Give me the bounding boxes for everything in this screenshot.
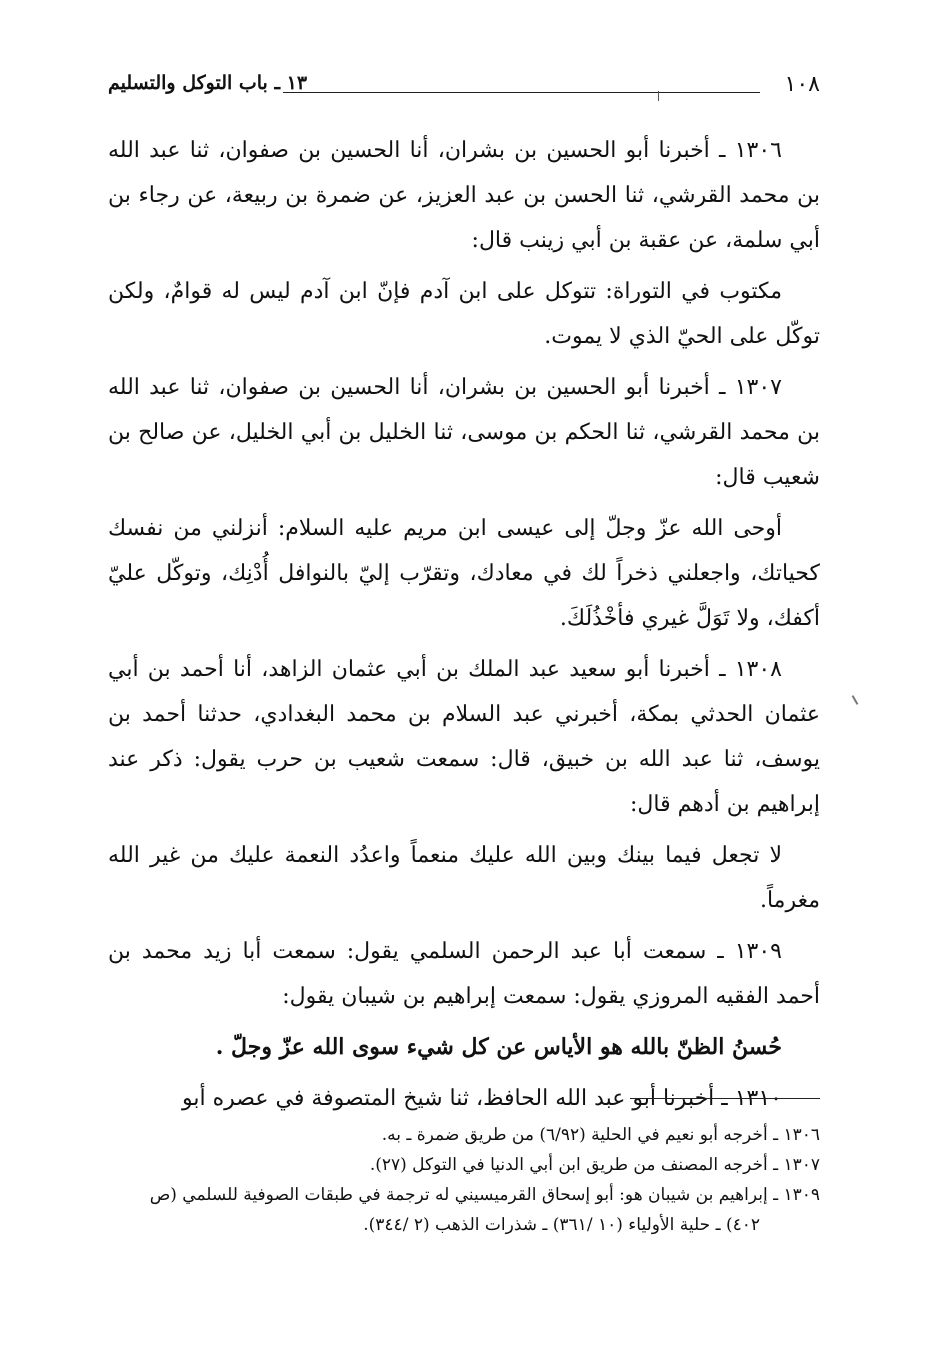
chapter-title: ١٣ ـ باب التوكل والتسليم xyxy=(108,72,308,94)
hadith-1307-isnad: ١٣٠٧ ـ أخبرنا أبو الحسين بن بشران، أنا الحسين بن صفوان، ثنا عبد الله بن محمد القرشي، ثنا الحكم بن موسى، ثنا الخليل بن أبي الخليل، عن صالح بن شعيب قال: xyxy=(108,375,820,490)
hadith-1308-text: لا تجعل فيما بينك وبين الله عليك منعماً واعدُد النعمة عليك من غير الله مغرماً. xyxy=(108,843,820,913)
hadith-1306-isnad: ١٣٠٦ ـ أخبرنا أبو الحسين بن بشران، أنا الحسين بن صفوان، ثنا عبد الله بن محمد القرشي، ثنا الحسن بن عبد العزيز، عن ضمرة بن ربيعة، عن رجاء بن أبي سلمة، عن عقبة بن أبي زينب قال: xyxy=(108,138,820,253)
header-rule xyxy=(283,92,760,93)
margin-mark xyxy=(852,695,859,705)
header-tick-mark xyxy=(658,91,659,101)
running-header xyxy=(108,68,820,108)
page-number: ١٠٨ xyxy=(784,72,820,97)
hadith-1308-isnad: ١٣٠٨ ـ أخبرنا أبو سعيد عبد الملك بن أبي عثمان الزاهد، أنا أحمد بن أبي عثمان الحدثي بمكة، أخبرني عبد السلام بن محمد البغدادي، حدثنا أحمد بن يوسف، ثنا عبد الله بن خبيق، قال: سمعت شعيب بن حرب يقول: ذكر عند إبراهيم بن أدهم قال: xyxy=(108,657,820,817)
footnote-1306: ١٣٠٦ ـ أخرجه أبو نعيم في الحلية (٦/٩٢) من طريق ضمرة ـ به. xyxy=(381,1125,820,1145)
main-text xyxy=(108,128,820,1127)
footnotes xyxy=(108,1120,820,1240)
hadith-1306-text: مكتوب في التوراة: تتوكل على ابن آدم فإنّ ابن آدم ليس له قوامٌ، ولكن توكّل على الحيّ الذي لا يموت. xyxy=(108,279,820,349)
footnote-1309-continued: ٤٠٢) ـ حلية الأولياء (١٠ /٣٦١) ـ شذرات الذهب (٢ /٣٤٤). xyxy=(363,1215,760,1235)
hadith-1307-text: أوحى الله عزّ وجلّ إلى عيسى ابن مريم عليه السلام: أنزلني من نفسك كحياتك، واجعلني ذخراً لك في معادك، وتقرّب إليّ بالنوافل أُدْنِك، وتوكّل عليّ أكفك، ولا تَوَلَّ غيري فأخْذُلَكَ. xyxy=(108,516,820,631)
footnote-separator xyxy=(630,1098,820,1099)
hadith-1309-isnad: ١٣٠٩ ـ سمعت أبا عبد الرحمن السلمي يقول: سمعت أبا زيد محمد بن أحمد الفقيه المروزي يقول: سمعت إبراهيم بن شيبان يقول: xyxy=(108,939,820,1009)
hadith-1309-text: حُسنُ الظنّ بالله هو الأياس عن كل شيء سوى الله عزّ وجلّ . xyxy=(215,1034,782,1060)
footnote-1309: ١٣٠٩ ـ إبراهيم بن شيبان هو: أبو إسحاق القرميسيني له ترجمة في طبقات الصوفية للسلمي (ص xyxy=(149,1185,820,1205)
footnote-1307: ١٣٠٧ ـ أخرجه المصنف من طريق ابن أبي الدنيا في التوكل (٢٧). xyxy=(369,1155,820,1175)
hadith-1310-isnad: ١٣١٠ ـ أخبرنا أبو عبد الله الحافظ، ثنا شيخ المتصوفة في عصره أبو xyxy=(182,1086,782,1111)
